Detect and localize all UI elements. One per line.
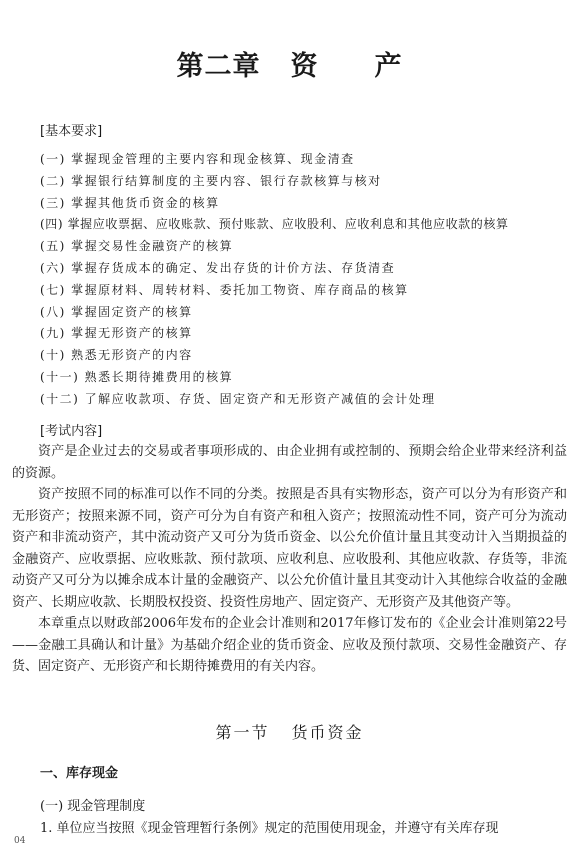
section-number: 第一节 <box>215 723 270 742</box>
requirement-item: (九) 掌握无形资产的核算 <box>40 326 193 341</box>
requirement-item: (七) 掌握原材料、周转材料、委托加工物资、库存商品的核算 <box>40 282 409 297</box>
requirement-item: (五) 掌握交易性金融资产的核算 <box>40 239 234 254</box>
subsection-heading: 一、库存现金 <box>40 766 119 781</box>
requirement-item: (六) 掌握存货成本的确定、发出存货的计价方法、存货清查 <box>40 260 396 275</box>
requirement-item: (八) 掌握固定资产的核算 <box>40 304 193 319</box>
requirement-item: (十一) 熟悉长期待摊费用的核算 <box>40 369 234 384</box>
requirements-list <box>40 149 570 411</box>
exam-content-label: [考试内容] <box>40 424 103 439</box>
requirement-item: (二) 掌握银行结算制度的主要内容、银行存款核算与核对 <box>40 173 382 188</box>
item-heading: (一) 现金管理制度 <box>40 799 146 814</box>
paragraph: 本章重点以财政部2006年发布的企业会计准则和2017年修订发布的《企业会计准则第22号——金融工具确认和计量》为基础介绍企业的货币资金、应收及预付款项、交易性金融资产、存货、固定资产、无形资产和长期待摊费用的有关内容。 <box>12 616 567 674</box>
item-text: 1. 单位应当按照《现金管理暂行条例》规定的范围使用现金，并遵守有关库存现 <box>40 821 499 836</box>
requirement-item: (十二) 了解应收款项、存货、固定资产和无形资产减值的会计处理 <box>40 391 436 406</box>
chapter-title-char-1: 资 <box>290 51 319 82</box>
chapter-number: 第二章 <box>176 51 261 82</box>
requirement-item: (四) 掌握应收票据、应收账款、预付账款、应收股利、应收利息和其他应收款的核算 <box>40 217 509 232</box>
section-title <box>0 720 579 743</box>
requirement-item: (一) 掌握现金管理的主要内容和现金核算、现金清查 <box>40 152 355 166</box>
basic-requirements-label: [基本要求] <box>40 124 103 139</box>
chapter-title <box>0 44 579 83</box>
requirement-item: (十) 熟悉无形资产的内容 <box>40 348 193 363</box>
requirement-item: (三) 掌握其他货币资金的核算 <box>40 195 220 210</box>
page-number: 04 <box>14 836 26 846</box>
paragraph: 资产按照不同的标准可以作不同的分类。按照是否具有实物形态，资产可以分为有形资产和无形资产；按照来源不同，资产可分为自有资产和租入资产；按照流动性不同，资产可分为流动资产和非流动资产，其中流动资产又可分为货币资金、以公允价值计量且其变动计入当期损益的金融资产、应收票据、应收账款、预付款项、应收利息、应收股利、其他应收款、存货等，非流动资产又可分为以摊余成本计量的金融资产、以公允价值计量且其变动计入其他综合收益的金融资产、长期应收款、长期股权投资、投资性房地产、固定资产、无形资产及其他资产等。 <box>12 487 567 610</box>
paragraph: 资产是企业过去的交易或者事项形成的、由企业拥有或控制的、预期会给企业带来经济利益的资源。 <box>12 444 567 481</box>
chapter-title-char-2: 产 <box>374 51 403 82</box>
exam-content-body <box>12 441 567 678</box>
section-name: 货币资金 <box>291 723 364 742</box>
